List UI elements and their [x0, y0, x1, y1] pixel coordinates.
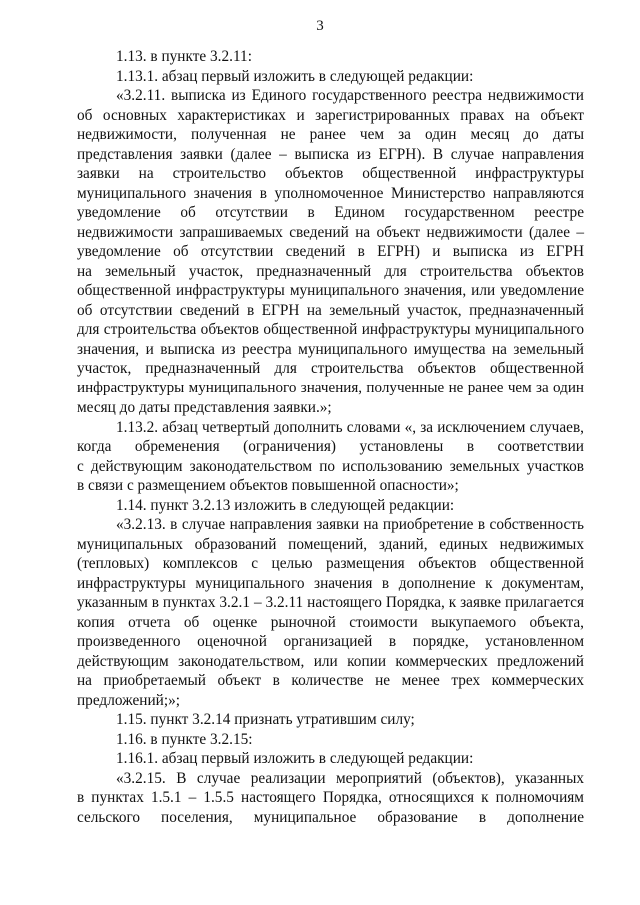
text-line: 1.13.2. абзац четвертый дополнить словами «, за исключением случаев, [116, 418, 584, 436]
text-line: уведомление об отсутствии сведений в ЕГРН) и выписка из ЕГРН [77, 243, 584, 260]
text-line: в пунктах 1.5.1 – 1.5.5 настоящего Порядка, относящихся к полномочиям [77, 789, 584, 806]
text-line: 1.16. в пункте 3.2.15: [116, 730, 253, 748]
text-line: недвижимости, полученная не ранее чем за один месяц до даты [77, 126, 584, 143]
text-line: 1.13. в пункте 3.2.11: [116, 48, 252, 65]
text-line: (тепловых) комплексов с целью размещения объектов общественной [77, 555, 584, 572]
text-line: инфраструктуры муниципального значения в дополнение к документам, [77, 574, 584, 592]
text-line: для строительства объектов общественной инфраструктуры муниципального [77, 321, 584, 338]
text-line: муниципального значения в уполномоченное Министерство направляются [77, 184, 584, 202]
text-line: 1.16.1. абзац первый изложить в следующей редакции: [116, 750, 474, 767]
text-line: об основных характеристиках и зарегистрированных правах на объект [77, 106, 584, 124]
text-line: недвижимости запрашиваемых сведений на объект недвижимости (далее – [77, 223, 584, 241]
text-line: общественной инфраструктуры муниципального значения, или уведомление [77, 282, 584, 299]
text-line: заявки на строительство объектов общественной инфраструктуры [77, 165, 584, 182]
text-line: 1.15. пункт 3.2.14 признать утратившим силу; [116, 711, 415, 728]
text-line: значения, и выписка из реестра муниципального имущества на земельный [77, 340, 584, 358]
text-line: 1.13.1. абзац первый изложить в следующей редакции: [116, 67, 474, 85]
text-line: «3.2.11. выписка из Единого государственного реестра недвижимости [116, 87, 584, 104]
text-line: представления заявки (далее – выписка из ЕГРН). В случае направления [77, 145, 584, 163]
text-line: с действующим законодательством по использованию земельных участков [77, 457, 584, 475]
document-text [77, 47, 584, 827]
text-line: действующим законодательством, или копии коммерческих предложений [77, 652, 584, 670]
text-line: когда обременения (ограничения) установлены в соответствии [77, 438, 584, 455]
text-line: на земельный участок, предназначенный для строительства объектов [77, 262, 584, 280]
text-line: участок, предназначенный для строительства объектов общественной [77, 360, 584, 377]
text-line: уведомление об отсутствии в Едином государственном реестре [77, 204, 584, 221]
text-line: муниципальных образований помещений, зданий, единых недвижимых [77, 535, 584, 553]
text-line: «3.2.15. В случае реализации мероприятий (объектов), указанных [116, 769, 584, 787]
text-line: в связи с размещением объектов повышенной опасности»; [77, 477, 459, 494]
text-line: об отсутствии сведений в ЕГРН на земельный участок, предназначенный [77, 301, 584, 319]
text-line: «3.2.13. в случае направления заявки на приобретение в собственность [116, 516, 584, 533]
text-line: указанным в пунктах 3.2.1 – 3.2.11 настоящего Порядка, к заявке прилагается [77, 594, 584, 611]
page-number: 3 [316, 18, 324, 34]
text-line: копия отчета об оценке рыночной стоимости выкупаемого объекта, [77, 613, 584, 631]
text-line: сельского поселения, муниципальное образование в дополнение [77, 808, 584, 826]
text-line: 1.14. пункт 3.2.13 изложить в следующей редакции: [116, 496, 455, 514]
text-line: на приобретаемый объект в количестве не менее трех коммерческих [77, 672, 584, 689]
text-line: инфраструктуры муниципального значения, полученные не ранее чем за один [77, 379, 584, 396]
text-line: месяц до даты представления заявки.»; [77, 399, 332, 416]
text-line: предложений;»; [77, 691, 180, 709]
text-line: произведенного оценочной организацией в порядке, установленном [77, 633, 584, 650]
